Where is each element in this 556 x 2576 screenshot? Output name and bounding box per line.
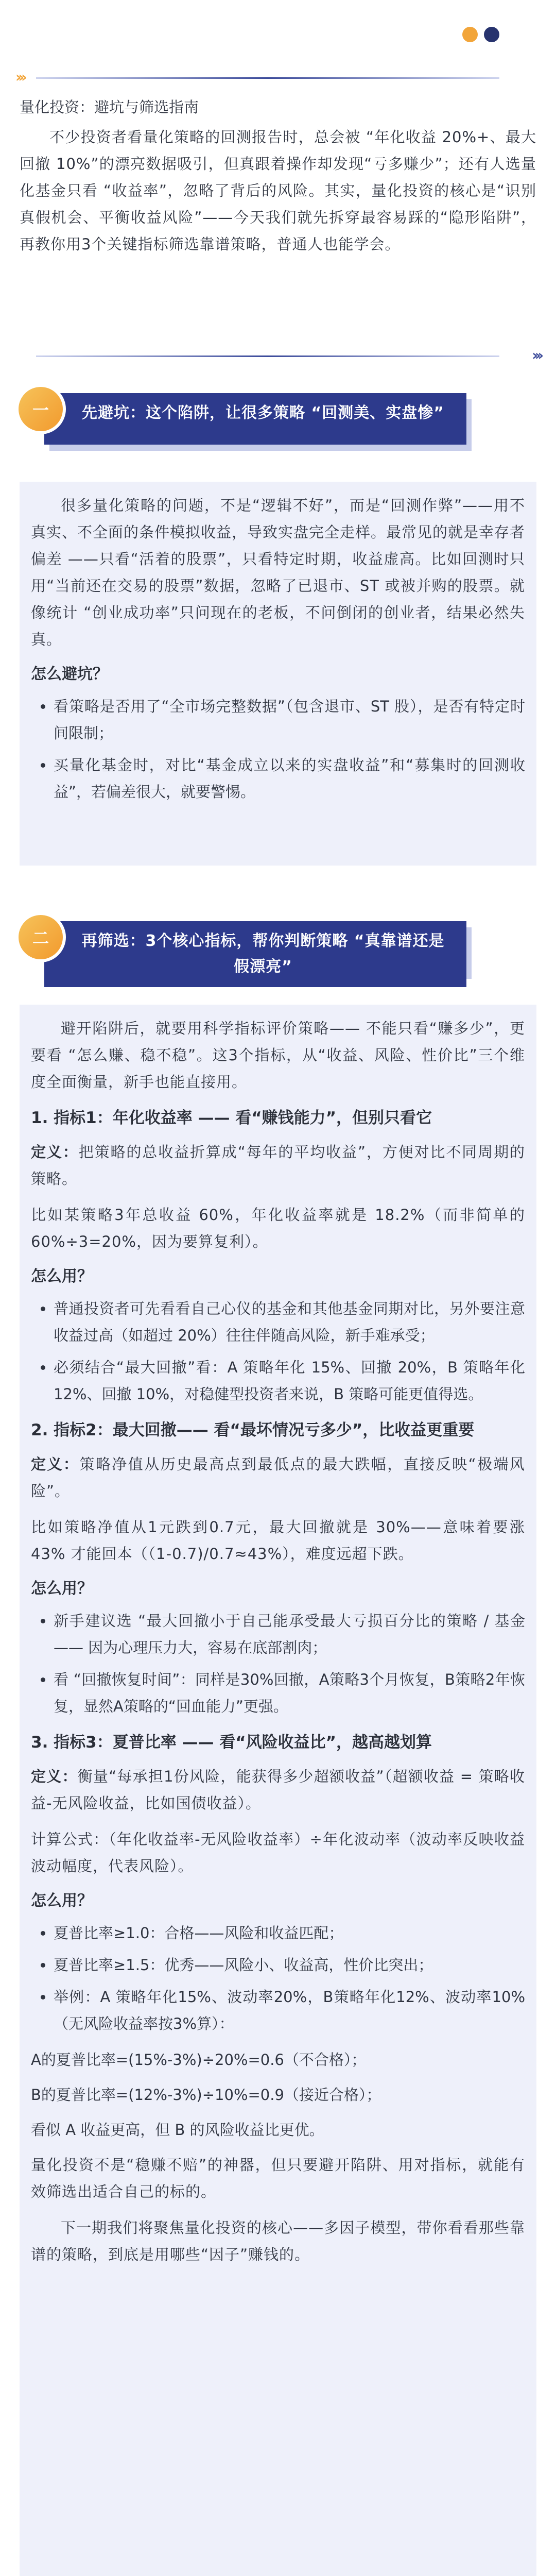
metric2-bullets [31,1607,525,1720]
list-item: • 普通投资者可先看看自己心仪的基金和其他基金同期对比，另外要注意收益过高（如超过 20%）往往伴随高风险，新手难承受； [54,1295,525,1349]
metric1-definition: 定义：把策略的总收益折算成“每年的平均收益”，方便对比不同周期的策略。 [31,1143,525,1188]
list-item: • 举例：A 策略年化15%、波动率20%，B策略年化12%、波动率10%（无风险收益率按3%算）： [54,1984,525,2037]
metric3-bullets [31,1920,525,2037]
section1-title: 先避坑：这个陷阱，让很多策略 “回测美、实盘惨” [44,393,466,445]
section1-panel [20,482,536,866]
closing-paragraph-2: 下一期我们将聚焦量化投资的核心——多因子模型，带你看看那些靠谱的策略，到底是用哪些“因子”赚钱的。 [31,2219,525,2263]
top-divider [15,69,541,86]
metric3-calc-b: B的夏普比率=(12%-3%)÷10%=0.9（接近合格）； [31,2086,381,2104]
section1-how-title: 怎么避坑？ [31,665,108,683]
header-dots [462,27,499,42]
navy-dot-icon [484,27,499,42]
metric3-title: 3. 指标3：夏普比率 —— 看“风险收益比”，越高越划算 [31,1733,432,1752]
metric2-how-title: 怎么用？ [31,1580,93,1598]
list-item: • 夏普比率≥1.5：优秀——风险小、收益高，性价比突出； [54,1952,525,1978]
list-item: • 新手建议选 “最大回撤小于自己能承受最大亏损百分比的策略 / 基金 —— 因为心理压力大，容易在底部割肉； [54,1607,525,1661]
metric1-how-title: 怎么用？ [31,1267,93,1285]
mid-divider [15,347,541,364]
section1-bullets [31,693,525,805]
chevron-left-icon: ››› [15,69,24,86]
orange-dot-icon [462,27,478,42]
metric2-title: 2. 指标2：最大回撤—— 看“最坏情况亏多少”，比收益更重要 [31,1421,475,1439]
metric3-conclusion: 看似 A 收益更高，但 B 的风险收益比更优。 [31,2121,324,2139]
section1-paragraph: 很多量化策略的问题，不是“逻辑不好”，而是“回测作弊”——用不真实、不全面的条件模拟收益，导致实盘完全走样。最常见的就是幸存者偏差 ——只看“活着的股票”，只看特定时期，收益虚高。比如回测时只用“当前还在交易的股票”数据，忽略了已退市、ST 或被并购的股票。就像统计 “创业成功率”只问现在的老板，不问倒闭的创业者，结果必然失真。 [31,497,526,648]
metric1-title: 1. 指标1：年化收益率 —— 看“赚钱能力”，但别只看它 [31,1109,432,1127]
metric3-formula: 计算公式：（年化收益率-无风险收益率）÷年化波动率（波动率反映收益波动幅度，代表风险）。 [31,1831,525,1875]
list-item: • 夏普比率≥1.0：合格——风险和收益匹配； [54,1920,525,1946]
section2-title: 再筛选：3个核心指标，帮你判断策略 “真靠谱还是假漂亮” [44,921,466,987]
metric2-definition: 定义：策略净值从历史最高点到最低点的最大跌幅，直接反映“极端风险”。 [31,1455,525,1500]
intro-paragraph: 不少投资者看量化策略的回测报告时，总会被 “年化收益 20%+、最大回撤 10%”的漂亮数据吸引，但真跟着操作却发现“亏多赚少”；还有人选量化基金只看 “收益率”，忽略了背后的风险。其实，量化投资的核心是“识别真假机会、平衡收益风险”——今天我们就先拆穿最容易踩的“隐形陷阱”，再教你用3个关键指标筛选靠谱策略，普通人也能学会。 [20,128,536,253]
closing-paragraph-1: 量化投资不是“稳赚不赔”的神器，但只要避开陷阱、用对指标，就能有效筛选出适合自己的标的。 [31,2156,525,2200]
section2-heading [15,912,468,976]
metric3-calc-a: A的夏普比率=(15%-3%)÷20%=0.6（不合格）； [31,2051,367,2069]
intro-section [20,94,536,267]
intro-title: 量化投资：避坑与筛选指南 [20,98,199,116]
metric1-bullets [31,1295,525,1408]
metric3-how-title: 怎么用？ [31,1892,93,1910]
list-item: • 看策略是否用了“全市场完整数据”（包含退市、ST 股），是否有特定时间限制； [54,693,525,747]
list-item: • 看 “回撤恢复时间”：同样是30%回撤，A策略3个月恢复，B策略2年恢复，显然A策略的“回血能力”更强。 [54,1666,525,1720]
chevron-right-icon: ››› [532,347,541,364]
metric3-definition: 定义：衡量“每承担1份风险，能获得多少超额收益”（超额收益 = 策略收益-无风险收益，比如国债收益）。 [31,1768,525,1812]
section2-panel [20,1005,536,2576]
metric1-example: 比如某策略3年总收益 60%，年化收益率就是 18.2%（而非简单的 60%÷3=20%，因为要算复利）。 [31,1206,525,1250]
section2-number: 二 [15,912,66,962]
section1-number: 一 [15,384,66,434]
section1-heading [15,384,468,440]
list-item: • 必须结合“最大回撤”看：A 策略年化 15%、回撤 20%，B 策略年化 12%、回撤 10%，对稳健型投资者来说，B 策略可能更值得选。 [54,1354,525,1408]
section2-intro: 避开陷阱后，就要用科学指标评价策略—— 不能只看“赚多少”，更要看 “怎么赚、稳不稳”。这3个指标，从“收益、风险、性价比”三个维度全面衡量，新手也能直接用。 [31,1020,525,1091]
list-item: • 买量化基金时，对比“基金成立以来的实盘收益”和“募集时的回测收益”，若偏差很大，就要警惕。 [54,752,525,805]
metric2-example: 比如策略净值从1元跌到0.7元，最大回撤就是 30%——意味着要涨 43% 才能回本（（1-0.7)/0.7≈43%），难度远超下跌。 [31,1518,525,1563]
